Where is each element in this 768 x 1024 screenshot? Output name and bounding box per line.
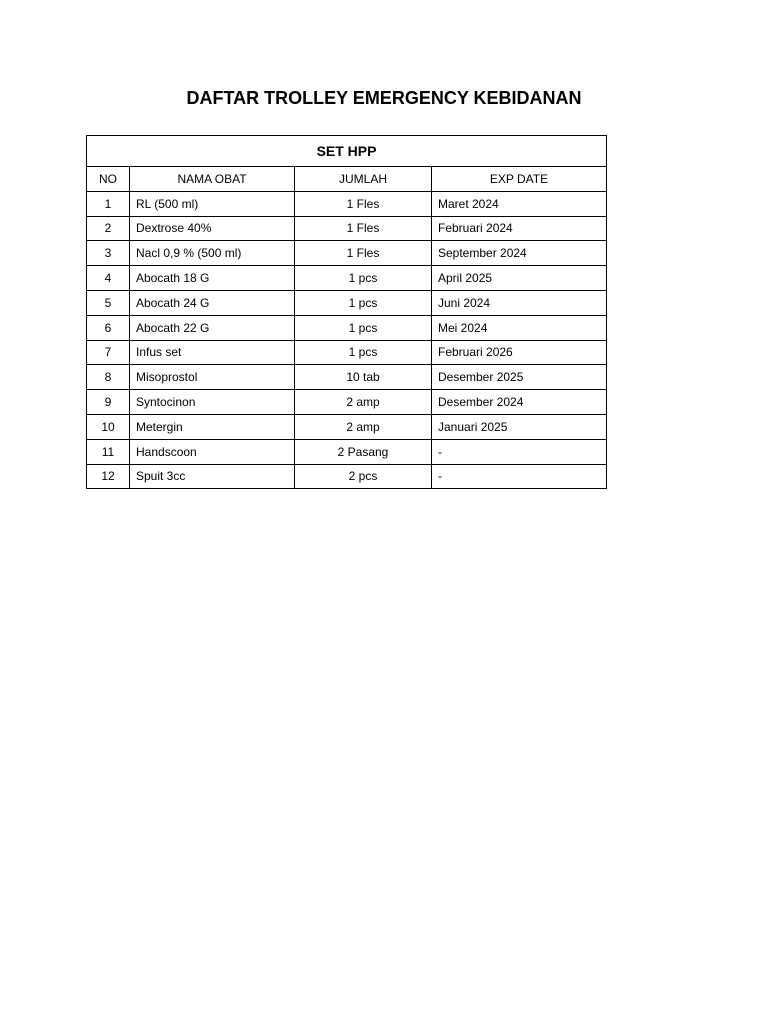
cell-qty: 2 Pasang bbox=[295, 439, 432, 464]
cell-no: 7 bbox=[87, 340, 130, 365]
cell-qty: 10 tab bbox=[295, 365, 432, 390]
table-row bbox=[87, 439, 607, 464]
cell-exp: Juni 2024 bbox=[432, 290, 607, 315]
table-row bbox=[87, 290, 607, 315]
cell-no: 5 bbox=[87, 290, 130, 315]
cell-no: 12 bbox=[87, 464, 130, 489]
column-header-qty: JUMLAH bbox=[295, 167, 432, 192]
medicine-table bbox=[86, 135, 607, 489]
cell-exp: Januari 2025 bbox=[432, 414, 607, 439]
table-body bbox=[87, 191, 607, 489]
table-header-row bbox=[87, 167, 607, 192]
cell-qty: 1 Fles bbox=[295, 216, 432, 241]
cell-name: Dextrose 40% bbox=[130, 216, 295, 241]
cell-no: 2 bbox=[87, 216, 130, 241]
table-row bbox=[87, 191, 607, 216]
column-header-exp: EXP DATE bbox=[432, 167, 607, 192]
cell-exp: - bbox=[432, 464, 607, 489]
table-row bbox=[87, 464, 607, 489]
table-row bbox=[87, 266, 607, 291]
cell-exp: September 2024 bbox=[432, 241, 607, 266]
cell-no: 9 bbox=[87, 390, 130, 415]
cell-no: 4 bbox=[87, 266, 130, 291]
cell-name: RL (500 ml) bbox=[130, 191, 295, 216]
table-row bbox=[87, 340, 607, 365]
cell-qty: 1 Fles bbox=[295, 191, 432, 216]
cell-name: Misoprostol bbox=[130, 365, 295, 390]
cell-qty: 1 pcs bbox=[295, 266, 432, 291]
cell-qty: 2 pcs bbox=[295, 464, 432, 489]
cell-no: 6 bbox=[87, 315, 130, 340]
cell-qty: 1 pcs bbox=[295, 340, 432, 365]
cell-qty: 1 pcs bbox=[295, 315, 432, 340]
cell-name: Handscoon bbox=[130, 439, 295, 464]
cell-no: 8 bbox=[87, 365, 130, 390]
cell-qty: 1 Fles bbox=[295, 241, 432, 266]
cell-name: Infus set bbox=[130, 340, 295, 365]
cell-qty: 1 pcs bbox=[295, 290, 432, 315]
page-title: DAFTAR TROLLEY EMERGENCY KEBIDANAN bbox=[186, 88, 582, 108]
cell-qty: 2 amp bbox=[295, 390, 432, 415]
cell-name: Abocath 24 G bbox=[130, 290, 295, 315]
table-row bbox=[87, 365, 607, 390]
column-header-name: NAMA OBAT bbox=[130, 167, 295, 192]
cell-exp: Desember 2025 bbox=[432, 365, 607, 390]
cell-exp: Februari 2026 bbox=[432, 340, 607, 365]
cell-no: 11 bbox=[87, 439, 130, 464]
cell-name: Abocath 22 G bbox=[130, 315, 295, 340]
table-row bbox=[87, 216, 607, 241]
cell-name: Metergin bbox=[130, 414, 295, 439]
cell-name: Nacl 0,9 % (500 ml) bbox=[130, 241, 295, 266]
table-row bbox=[87, 390, 607, 415]
table-caption: SET HPP bbox=[87, 136, 607, 167]
cell-name: Spuit 3cc bbox=[130, 464, 295, 489]
cell-exp: Februari 2024 bbox=[432, 216, 607, 241]
cell-no: 10 bbox=[87, 414, 130, 439]
cell-exp: Desember 2024 bbox=[432, 390, 607, 415]
cell-name: Syntocinon bbox=[130, 390, 295, 415]
cell-exp: April 2025 bbox=[432, 266, 607, 291]
cell-exp: - bbox=[432, 439, 607, 464]
cell-exp: Mei 2024 bbox=[432, 315, 607, 340]
cell-name: Abocath 18 G bbox=[130, 266, 295, 291]
cell-no: 1 bbox=[87, 191, 130, 216]
cell-no: 3 bbox=[87, 241, 130, 266]
table-row bbox=[87, 315, 607, 340]
cell-exp: Maret 2024 bbox=[432, 191, 607, 216]
table-row bbox=[87, 241, 607, 266]
table-row bbox=[87, 414, 607, 439]
cell-qty: 2 amp bbox=[295, 414, 432, 439]
table-caption-row bbox=[87, 136, 607, 167]
column-header-no: NO bbox=[87, 167, 130, 192]
